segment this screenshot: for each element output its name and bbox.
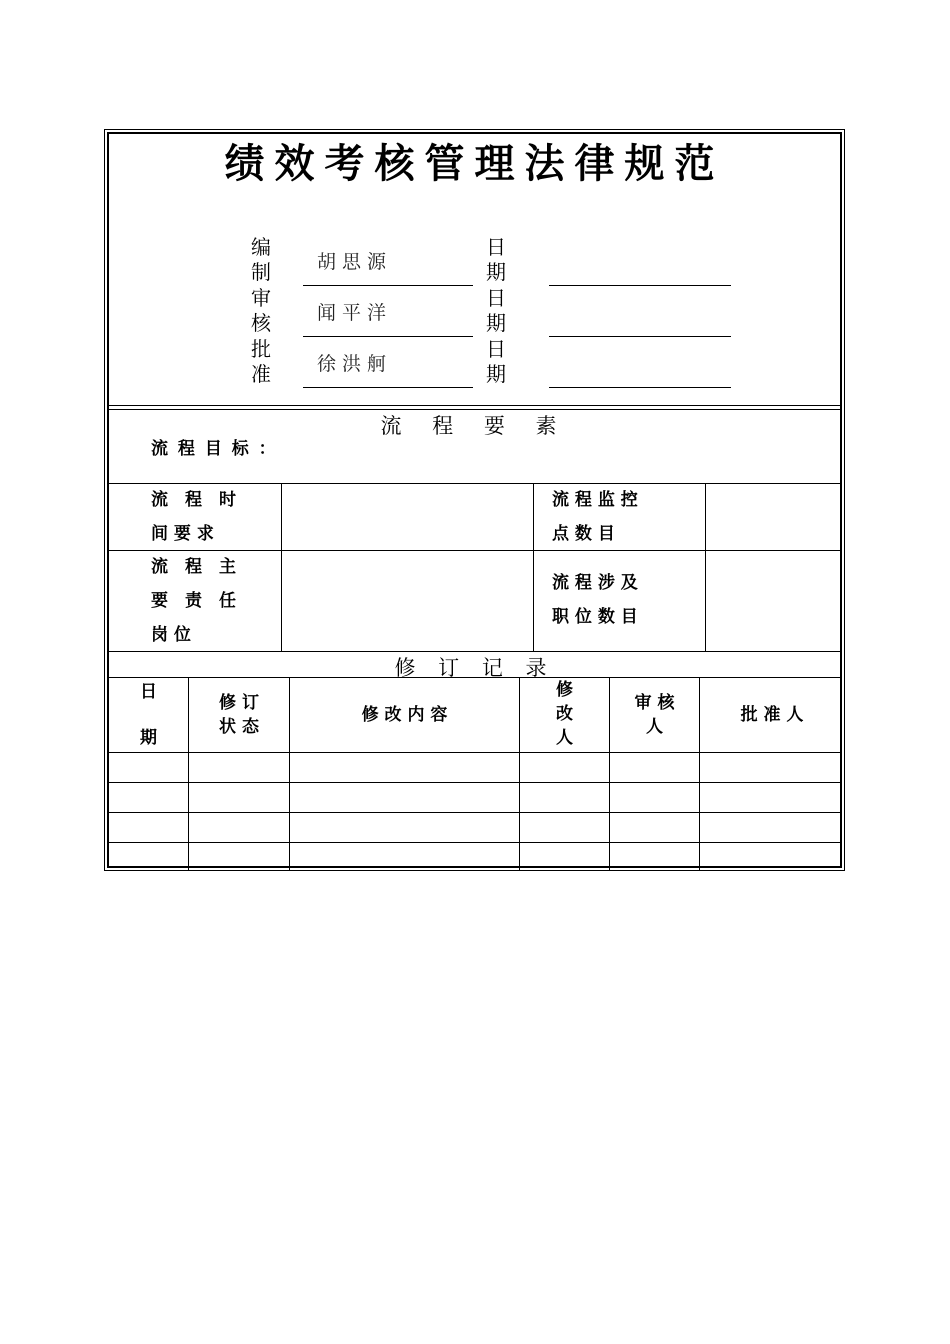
document-frame xyxy=(104,129,845,871)
monitor-points-label: 流 程 监 控 点 数 目 xyxy=(552,490,638,544)
responsible-positions-label: 流 程 主 要 责 任 岗 位 xyxy=(151,557,236,645)
reviewer-name: 闻平洋 xyxy=(317,302,393,324)
col-header-status: 修 订 状 态 xyxy=(219,693,259,737)
revision-heading: 修 订 记 录 xyxy=(394,656,555,680)
document-inner-border xyxy=(107,132,842,868)
monitor-points-value[interactable] xyxy=(706,484,840,550)
process-goal-label: 流 程 目 标 ： xyxy=(151,439,278,459)
col-header-date: 日 期 xyxy=(140,682,157,748)
rule xyxy=(533,483,534,651)
role-label-compile: 编 制 xyxy=(251,235,271,284)
date-label-1: 日 期 xyxy=(486,235,506,284)
document-title: 绩效考核管理法律规范 xyxy=(224,140,725,187)
process-heading: 流 程 要 素 xyxy=(380,414,569,438)
table-row[interactable] xyxy=(109,753,840,782)
table-row[interactable] xyxy=(109,783,840,812)
date-label-2: 日 期 xyxy=(486,286,506,335)
date-field-3[interactable] xyxy=(549,387,731,388)
compiler-name: 胡思源 xyxy=(317,251,393,273)
time-req-label: 流 程 时 间 要 求 xyxy=(151,490,236,544)
positions-count-label: 流 程 涉 及 职 位 数 目 xyxy=(552,573,638,627)
col-header-approver: 批 准 人 xyxy=(740,705,804,725)
role-label-review: 审 核 xyxy=(251,286,271,335)
responsible-positions-value[interactable] xyxy=(282,551,533,650)
col-header-reviewer: 审 核 人 xyxy=(634,693,675,737)
compiler-name-field[interactable] xyxy=(303,237,473,286)
date-field-2[interactable] xyxy=(549,336,731,337)
col-header-content: 修 改 内 容 xyxy=(361,705,448,725)
date-label-3: 日 期 xyxy=(486,337,506,386)
positions-count-value[interactable] xyxy=(706,551,840,650)
time-req-value[interactable] xyxy=(282,484,533,550)
rule xyxy=(109,677,840,678)
col-header-editor: 修 改 人 xyxy=(556,680,573,748)
table-row[interactable] xyxy=(109,843,840,870)
role-label-approve: 批 准 xyxy=(251,337,271,386)
table-row[interactable] xyxy=(109,813,840,842)
approver-name: 徐洪舸 xyxy=(317,353,393,375)
approver-name-field[interactable] xyxy=(303,339,473,388)
reviewer-name-field[interactable] xyxy=(303,288,473,337)
date-field-1[interactable] xyxy=(549,285,731,286)
